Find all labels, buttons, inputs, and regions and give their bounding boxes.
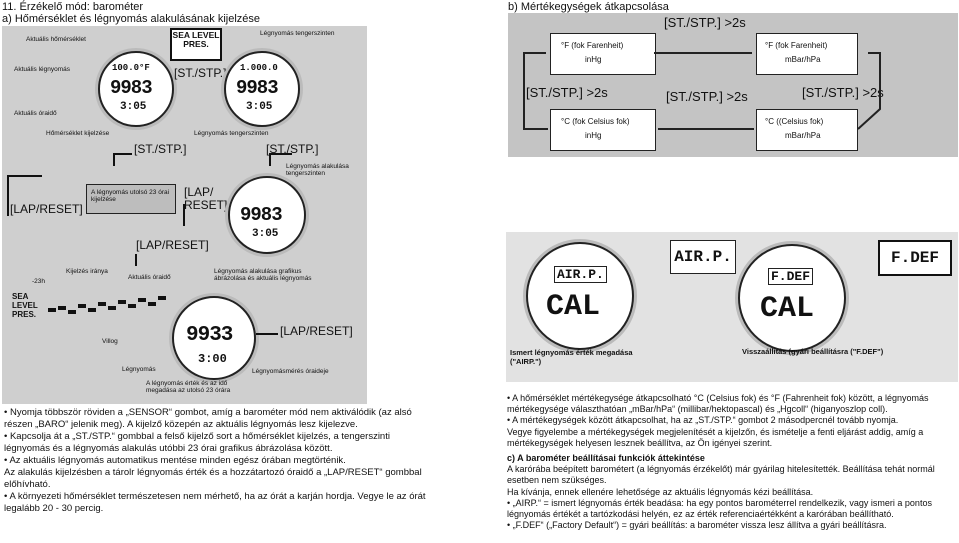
label-minus23: -23h (32, 278, 46, 285)
watch4-bot: 3:00 (198, 352, 227, 366)
watch-history (228, 176, 306, 254)
right-para-1 (507, 427, 957, 449)
button-b-left: [ST./STP.] >2s (526, 85, 608, 100)
label-current-time: Aktuális óraidő (14, 110, 57, 117)
graph-bar (118, 300, 126, 304)
unit-box-1-line2: inHg (585, 55, 602, 64)
graph-bar (48, 308, 56, 312)
button-st-stp-2: [ST./STP.] (134, 142, 187, 156)
airp-callout-text: AIR.P. (674, 248, 732, 266)
right-para-2 (507, 464, 957, 486)
watch4-mid: 9933 (186, 324, 233, 347)
unit-box-2-line1: °F (fok Farenheit) (765, 41, 828, 50)
watch3-bot: 3:05 (252, 228, 279, 240)
watch1-bot: 3:05 (120, 101, 147, 113)
button-st-stp-1: [ST./STP.] (174, 66, 227, 80)
watch-temperature (98, 51, 174, 127)
label-sea-pressure-top: Légnyomás tengerszinten (260, 30, 335, 37)
button-b-top: [ST./STP.] >2s (664, 15, 746, 30)
right-text (507, 393, 957, 531)
fdef-callout-text: F.DEF (890, 249, 939, 267)
history-box-text: A légnyomás utolsó 23 órai kijelzése (91, 189, 170, 203)
unit-box-4-line1: °C ((Celsius fok) (765, 117, 824, 126)
right-para-3 (507, 487, 957, 498)
sea-level-badge (170, 28, 222, 61)
label-blink: Villog (102, 338, 118, 345)
caption-fdef: Visszaállítás (gyári beállításra ("F.DEF") (742, 347, 884, 356)
label-pressure-time: Légnyomásmérés óraideje (252, 368, 329, 375)
right-para-2-text: A karórába beépített barométert (a légnyomás érzékelőt) már gyárilag hitelesítették. Beállítása tehát normál esetben nem szükséges. (507, 464, 935, 486)
label-current-pressure: Aktuális légnyomás (14, 66, 70, 73)
graph-bar (68, 310, 76, 314)
watch2-top: 1.000.0 (240, 63, 278, 73)
watch-airp-1-top: AIR.P. (554, 266, 607, 283)
right-bullet-2 (507, 415, 957, 426)
unit-box-3-line2: inHg (585, 131, 602, 140)
graph-bar (128, 304, 136, 308)
button-lap-reset-2: [LAP/ RESET] (184, 185, 228, 212)
watch1-mid: 9983 (110, 77, 152, 99)
watch2-mid: 9983 (236, 77, 278, 99)
right-bullet-1-text: A hőmérséklet mértékegysége átkapcsolható °C (Celsius fok) és °F (Fahrenheit fok) között, a légnyomás mértékegysége választhatóan „mBar/hPa“ (millibar/hektopascal) és „Hgcoll“ (higanyoszlop coll). (507, 393, 929, 415)
label-stored: A légnyomás érték és az idő megadása az utolsó 23 órára (146, 380, 231, 394)
left-para (4, 467, 434, 491)
label-temp-display: Hőmérséklet kijelzése (46, 130, 110, 137)
right-para-1-text: Vegye figyelembe a mértékegységek megjelenítését a kijelzőn, és ismételje a fenti eljárást addig, amíg a mértékegységek helyesen lesznek beállítva, az Ön igényei szerint. (507, 426, 924, 448)
button-b-mid: [ST./STP.] >2s (666, 89, 748, 104)
left-bullet-4-text: A környezeti hőmérséklet természetesen nem mérhető, ha az órát a karján hordja. Vegye le az órát legalább 20 - 30 percig. (4, 491, 426, 514)
unit-box-1-line1: °F (fok Farenheit) (561, 41, 624, 50)
unit-box-f-inhg (550, 33, 656, 75)
label-pressure: Légnyomás (122, 366, 156, 373)
fdef-callout (878, 240, 952, 276)
watch-fdef (738, 244, 846, 352)
left-bullet-4 (4, 491, 434, 515)
watch2-bot: 3:05 (246, 101, 273, 113)
sea-level-text: SEA LEVEL PRES. (172, 30, 220, 49)
button-lap-reset-1: [LAP/RESET] (10, 202, 83, 216)
unit-box-2-line2: mBar/hPa (785, 55, 821, 64)
section-title: 11. Érzékelő mód: barométer (2, 1, 144, 13)
watch-sea-pressure (224, 51, 300, 127)
unit-box-3-line1: °C (fok Celsius fok) (561, 117, 630, 126)
history-graph (48, 290, 168, 324)
graph-bar (148, 302, 156, 306)
label-current-temp: Aktuális hőmérséklet (26, 36, 86, 43)
graph-bar (78, 304, 86, 308)
subtitle-a: a) Hőmérséklet és légnyomás alakulásának kijelzése (2, 13, 261, 25)
label-sea-pressure-bottom: Légnyomás tengerszinten (194, 130, 269, 137)
label-sea-pressure-right: Légnyomás alakulása tengerszinten (286, 163, 349, 177)
left-bullet-1 (4, 407, 434, 431)
graph-bar (138, 298, 146, 302)
left-para-text: Az alakulás kijelzésben a tárolr légnyomás érték és a hozzátartozó óraidő a „LAP/RESET“ gombbal előhívható. (4, 467, 422, 490)
label-current-time2: Aktuális óraidő (128, 274, 171, 281)
label-graph: Légnyomás alakulása grafikus ábrázolása és aktuális légnyomás (214, 268, 312, 282)
sea-level-small-text: SEA LEVEL PRES. (12, 292, 38, 319)
right-para-3-text: Ha kívánja, ennek ellenére lehetősége az aktuális légnyomás kézi beállítása. (507, 486, 814, 497)
left-bullet-1-text: Nyomja többször röviden a „SENSOR“ gombot, amíg a barométer mód nem aktiválódik (az alsó részen „BARO“ jelenik meg). A kijelző közepén az aktuális légnyomás lesz kijelezve. (4, 407, 412, 430)
right-bullet-2-text: A mértékegységek között átkapcsolhat, ha az „ST./STP.“ gombot 2 másodpercnél tovább nyomja. (512, 415, 899, 426)
diagram-panel-b (508, 13, 958, 157)
button-st-stp-3: [ST./STP.] (266, 142, 319, 156)
left-bullet-3 (4, 455, 434, 467)
heading-c: c) A barométer beállításai funkciók áttekintése (507, 453, 705, 464)
right-bullet-4 (507, 520, 957, 531)
subtitle-b: b) Mértékegységek átkapcsolása (508, 1, 669, 13)
button-b-right: [ST./STP.] >2s (802, 85, 884, 100)
button-lap-reset-3: [LAP/RESET] (136, 238, 209, 252)
airp-callout (670, 240, 736, 274)
left-bullet-2-text: Kapcsolja át a „ST./STP.“ gombbal a felső kijelző sort a hőmérséklet kijelzés, a tengerszinti légnyomás és a légnyomás alakulás utóbbi 23 órai grafikus ábrázolása között. (4, 431, 390, 454)
diagram-panel-a (2, 26, 367, 404)
right-bullet-3-text: „AIRP.“ = ismert légnyomás érték beadása: ha egy pontos barométerrel rendelkezik, vagy ismeri a pontos légnyomás értékét a tartózkodási helyén, ez az érték referenciaértékként a karórában beállítható. (507, 497, 932, 520)
graph-bar (98, 302, 106, 306)
graph-bar (108, 306, 116, 310)
sea-level-badge-small (12, 292, 48, 322)
watch3-mid: 9983 (240, 204, 282, 226)
graph-bar (158, 296, 166, 300)
watch-airp-1-cal: CAL (546, 290, 601, 324)
caption-airp: Ismert légnyomás érték megadása ("AIRP.") (510, 348, 633, 366)
history-box (86, 184, 176, 214)
watch-fdef-cal: CAL (760, 292, 815, 326)
left-bullet-2 (4, 431, 434, 455)
watch-fdef-top: F.DEF (768, 268, 813, 285)
label-direction: Kijelzés iránya (66, 268, 108, 275)
watch1-top: 100.0°F (112, 63, 150, 73)
unit-box-f-mbar (756, 33, 858, 75)
unit-box-4-line2: mBar/hPa (785, 131, 821, 140)
button-lap-reset-4: [LAP/RESET] (280, 324, 353, 338)
graph-bar (58, 306, 66, 310)
watch-stored-value (172, 296, 256, 380)
left-bullet-3-text: Az aktuális légnyomás automatikus mentése minden egész órában megtörténik. (9, 455, 346, 466)
diagram-panel-c (506, 232, 958, 382)
graph-bar (88, 308, 96, 312)
right-bullet-1 (507, 393, 957, 415)
right-bullet-3 (507, 498, 957, 520)
right-bullet-4-text: „F.DEF“ („Factory Default“) = gyári beállítás: a barométer vissza lesz állítva a gyári beállításra. (512, 520, 887, 531)
unit-box-c-mbar (756, 109, 858, 151)
unit-box-c-inhg (550, 109, 656, 151)
watch-airp-1 (526, 242, 634, 350)
left-text (4, 407, 434, 515)
